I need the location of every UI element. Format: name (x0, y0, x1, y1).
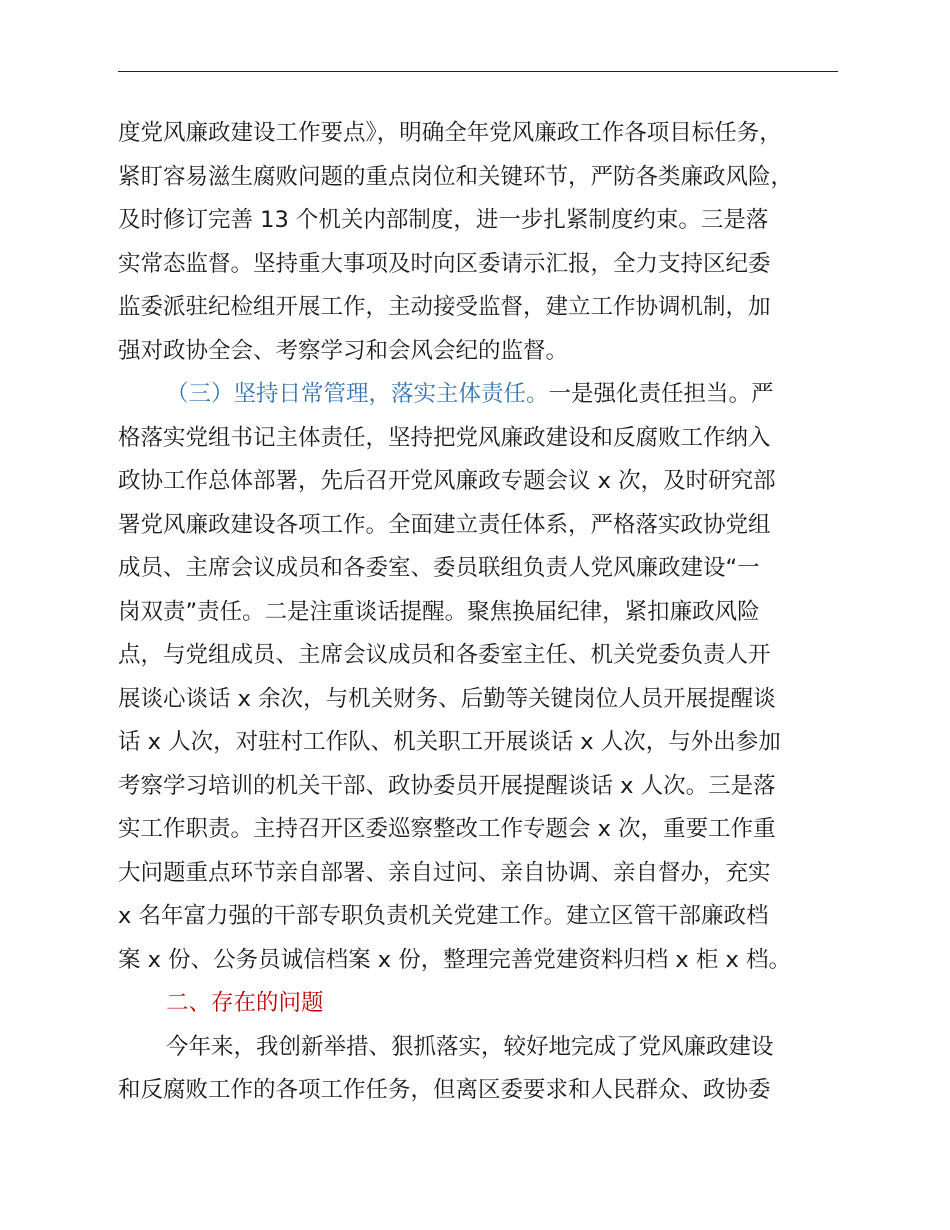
header-rule (118, 71, 838, 72)
text-line: 大问题重点环节亲自部署、亲自过问、亲自协调、亲自督办，充实 (118, 859, 771, 886)
text-line: 实工作职责。主持召开区委巡察整改工作专题会 x 次，重要工作重 (118, 816, 776, 842)
text-line: x 名年富力强的干部专职负责机关党建工作。建立区管干部廉政档 (118, 903, 769, 929)
section-heading: 二、存在的问题 (166, 990, 324, 1016)
document-body (118, 112, 854, 1113)
text-line: 及时修订完善 13 个机关内部制度，进一步扎紧制度约束。三是落 (118, 207, 769, 233)
text-line: 话 x 人次，对驻村工作队、机关职工开展谈话 x 人次，与外出参加 (118, 729, 781, 755)
text-line: 署党风廉政建设各项工作。全面建立责任体系，严格落实政协党组 (118, 511, 771, 538)
text-line: 岗双责”责任。二是注重谈话提醒。聚焦换届纪律，紧扣廉政风险 (118, 598, 760, 625)
text-line: 点，与党组成员、主席会议成员和各委室主任、机关党委负责人开 (118, 642, 771, 668)
text-line: 案 x 份、公务员诚信档案 x 份，整理完善党建资料归档 x 柜 x 档。 (118, 946, 791, 973)
text-run: 一是强化责任担当。严 (548, 381, 774, 407)
text-line: 度党风廉政建设工作要点》，明确全年党风廉政工作各项目标任务， (118, 120, 782, 146)
text-line: 展谈心谈话 x 余次，与机关财务、后勤等关键岗位人员开展提醒谈 (118, 685, 776, 712)
text-line: 监委派驻纪检组开展工作，主动接受监督，建立工作协调机制，加 (118, 294, 771, 320)
text-line: 和反腐败工作的各项工作任务，但离区委要求和人民群众、政协委 (118, 1077, 771, 1103)
paragraph-start-line: 今年来，我创新举措、狠抓落实，较好地完成了党风廉政建设 (166, 1033, 774, 1060)
text-line: 强对政协全会、考察学习和会风会纪的监督。 (118, 337, 569, 364)
text-line: 紧盯容易滋生腐败问题的重点岗位和关键环节，严防各类廉政风险， (118, 163, 794, 190)
text-line: 政协工作总体部署，先后召开党风廉政专题会议 x 次，及时研究部 (118, 468, 776, 494)
text-line: 考察学习培训的机关干部、政协委员开展提醒谈话 x 人次。三是落 (118, 772, 776, 799)
text-line: 实常态监督。坚持重大事项及时向区委请示汇报，全力支持区纪委 (118, 250, 771, 277)
sub-heading: （三）坚持日常管理，落实主体责任。 (166, 381, 549, 407)
text-line: 格落实党组书记主体责任，坚持把党风廉政建设和反腐败工作纳入 (118, 424, 771, 451)
paragraph-start-line (118, 373, 854, 417)
text-line: 成员、主席会议成员和各委室、委员联组负责人党风廉政建设“一 (118, 555, 760, 581)
